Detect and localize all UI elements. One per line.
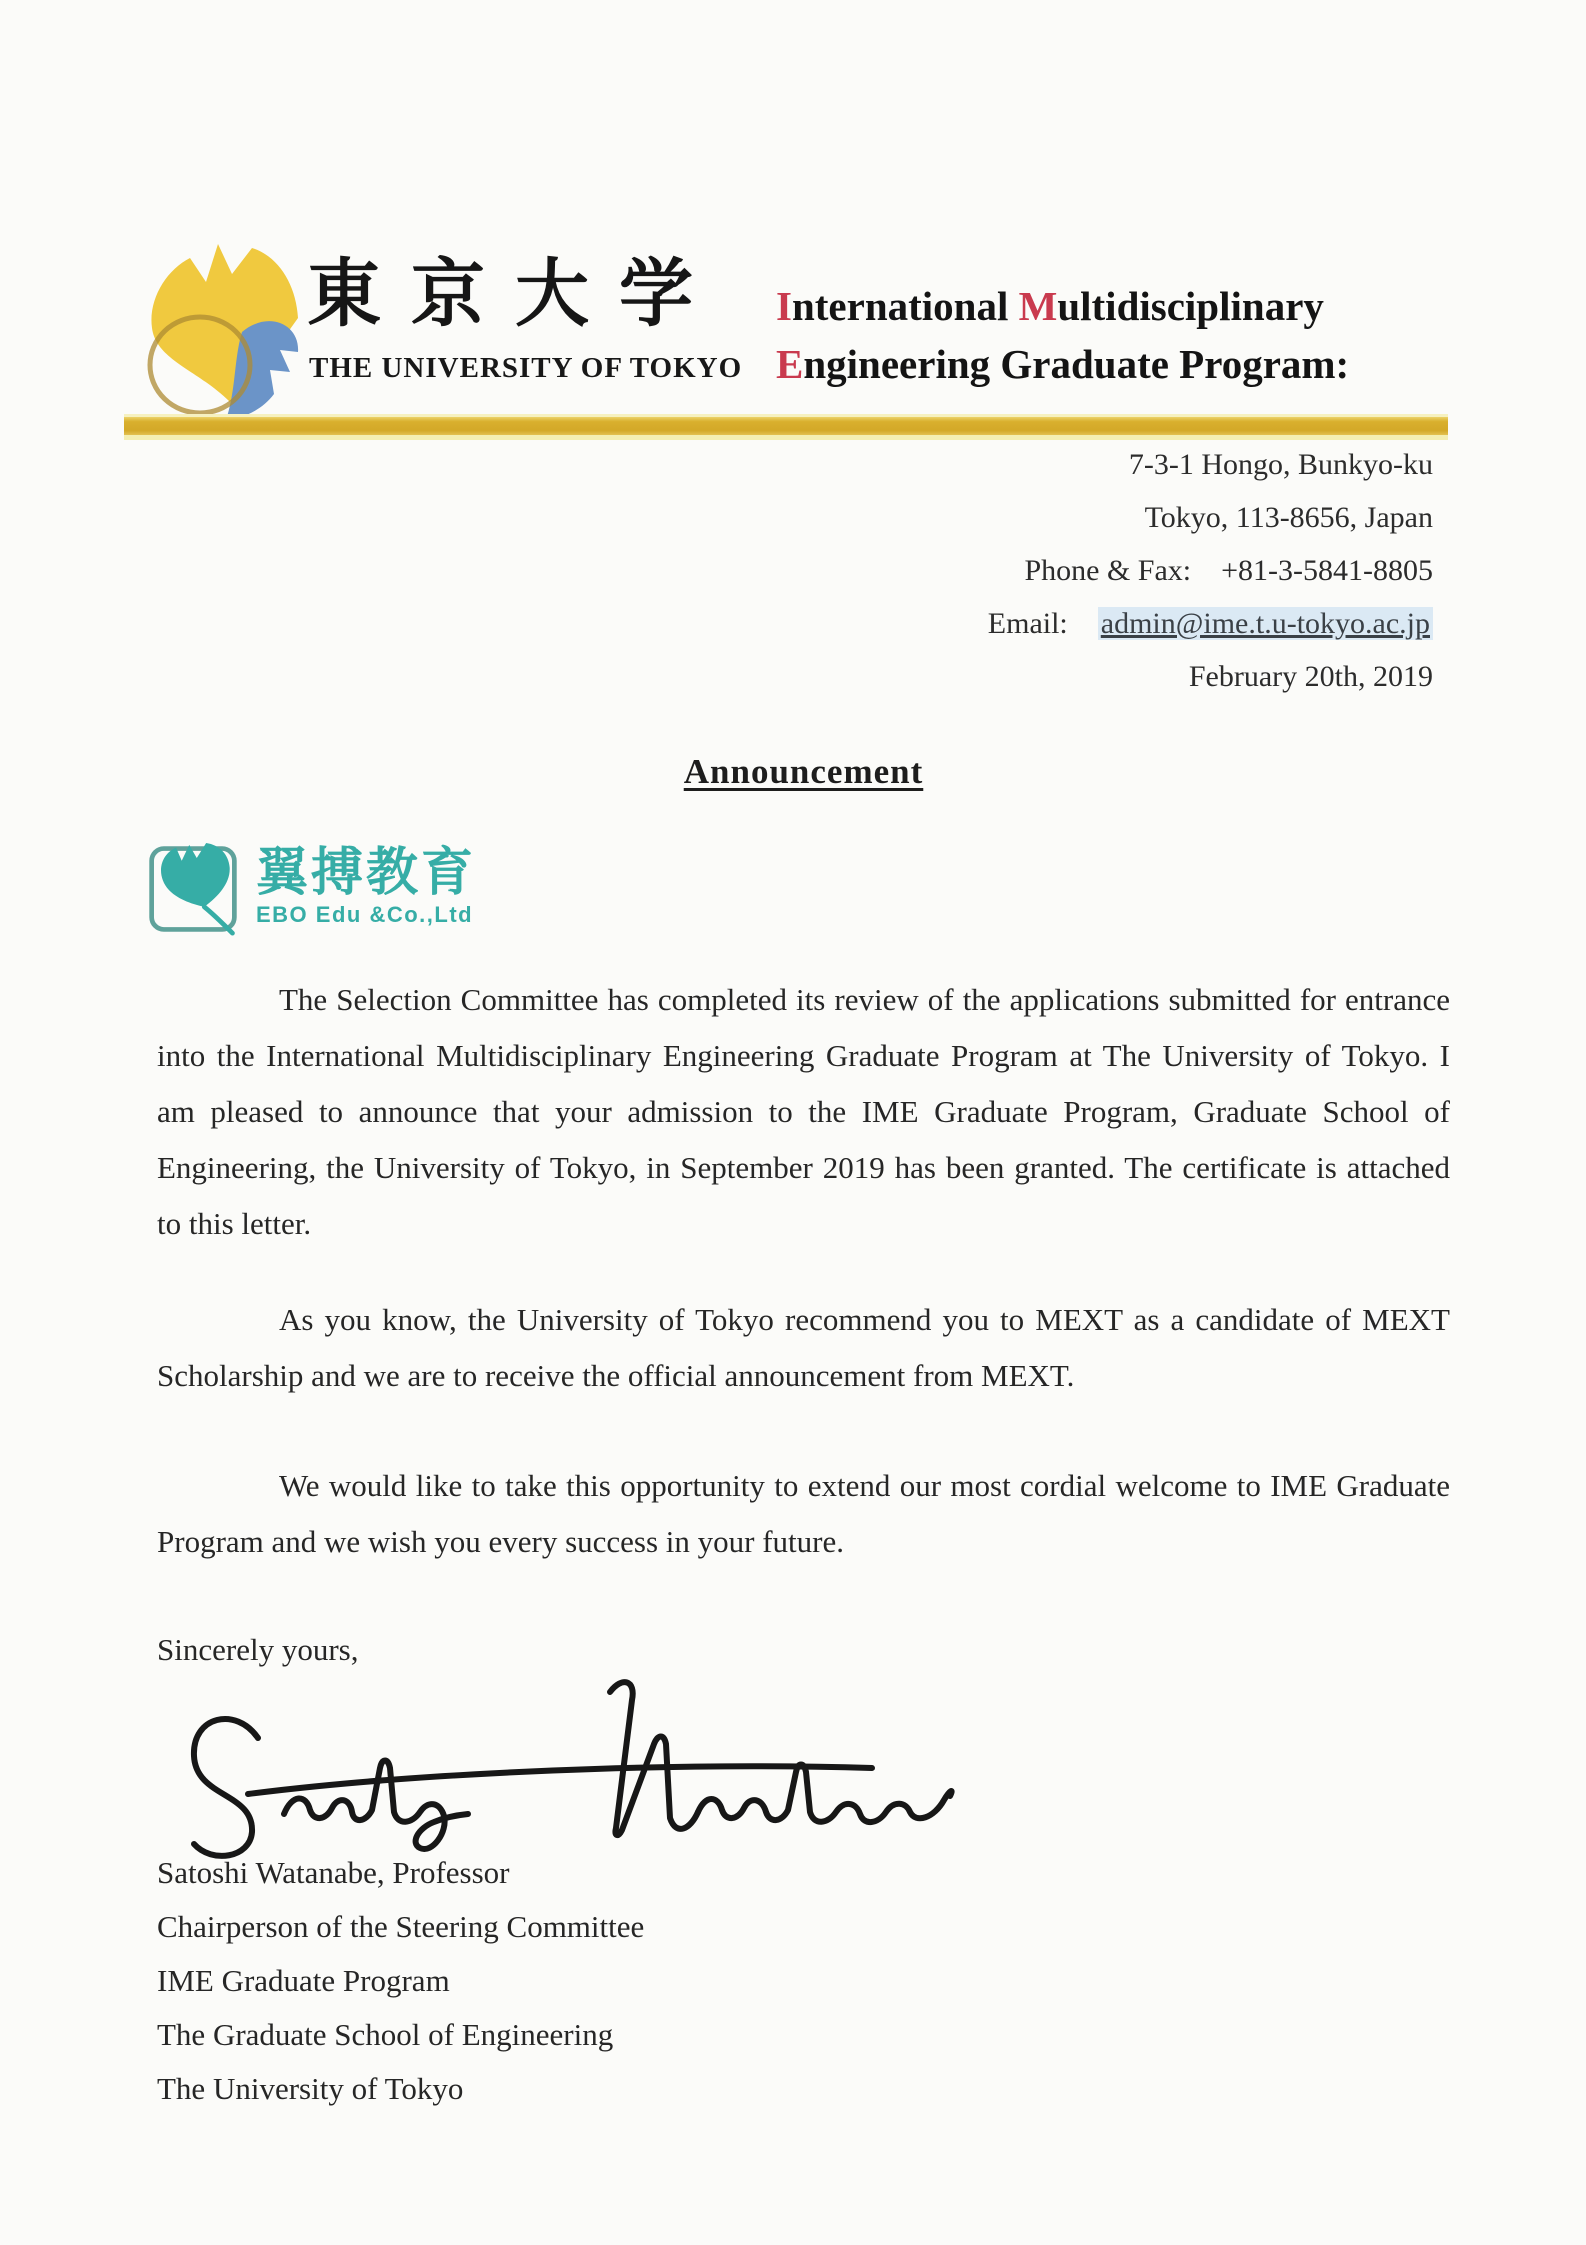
phone-line [988,544,1433,597]
signer-program: IME Graduate Program [157,1963,450,1998]
ebo-name-chinese: 翼搏教育 [256,844,477,902]
announcement-heading: Announcement [683,752,924,791]
email-link[interactable]: admin@ime.t.u-tokyo.ac.jp [1098,607,1433,640]
body-paragraph-2: As you know, the University of Tokyo recommend you to MEXT as a candidate of MEXT Scholarship and we are to receive the official announcement from MEXT. [157,1302,1450,1393]
gold-divider [124,417,1448,435]
program-title-line1: International Multidisciplinary [776,283,1324,329]
phone-label: Phone & Fax: [1024,554,1192,587]
closing-salutation: Sincerely yours, [157,1632,359,1667]
email-line [988,597,1433,650]
program-title [776,277,1349,393]
initial-m: M [1018,283,1058,329]
signature-block [157,1846,644,2116]
signer-university: The University of Tokyo [157,2071,464,2106]
address-line-2: Tokyo, 113-8656, Japan [1144,501,1433,534]
ebo-ginkgo-logo-icon [146,841,240,937]
initial-e: E [776,341,804,387]
signer-school: The Graduate School of Engineering [157,2017,614,2052]
letter-date: February 20th, 2019 [1188,660,1433,693]
body-paragraph-1: The Selection Committee has completed its review of the applications submitted for entrance into the International Multidisciplinary Engineering Graduate Program at The University of Tokyo. I am pleased to announce that your admission to the IME Graduate Program, Graduate School of Engineering, the University of Tokyo, in September 2019 has been granted. The certificate is attached to this letter. [157,982,1450,1241]
utokyo-ginkgo-logo-icon [138,240,318,430]
signer-role: Chairperson of the Steering Committee [157,1909,645,1944]
address-line-1: 7-3-1 Hongo, Bunkyo-ku [1128,448,1433,481]
ebo-name [256,844,477,928]
body-paragraph-3: We would like to take this opportunity to extend our most cordial welcome to IME Graduate Program and we wish you every success in your future. [157,1468,1450,1559]
signer-name-title: Satoshi Watanabe, Professor [157,1855,510,1890]
contact-block [988,438,1433,703]
program-title-line2: Engineering Graduate Program: [776,341,1350,387]
ebo-leaf [161,843,230,907]
university-name-english: THE UNIVERSITY OF TOKYO [309,352,743,384]
email-label: Email: [987,607,1068,640]
ebo-watermark [146,841,476,937]
ebo-name-english: EBO Edu &Co.,Ltd [256,902,474,927]
phone-value: +81-3-5841-8805 [1221,554,1433,587]
university-name-kanji: 東京大学 [307,254,723,336]
initial-i: I [776,283,792,329]
